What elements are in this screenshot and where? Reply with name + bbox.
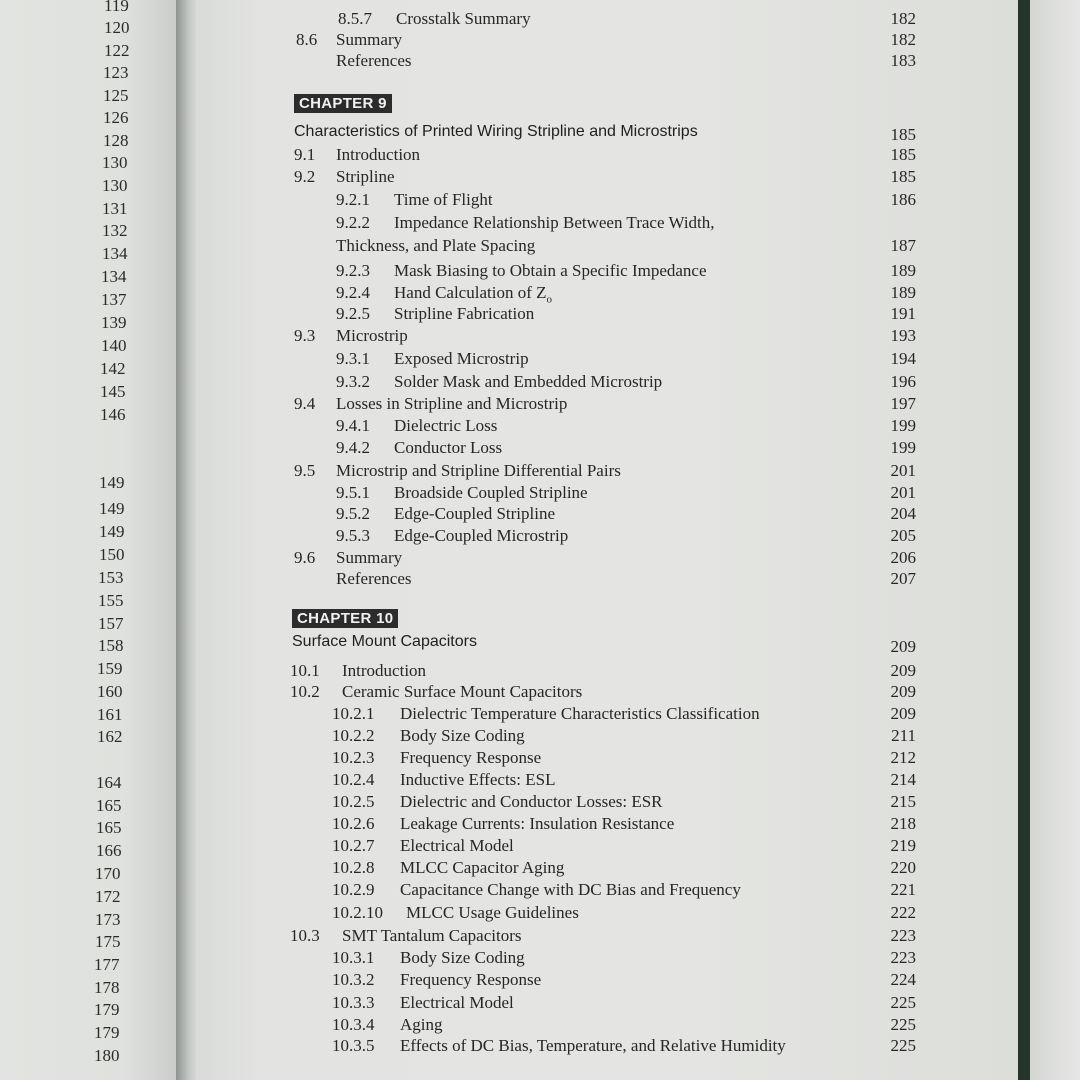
toc-entry-title [400,836,514,856]
chapter-10-page: 209 [890,637,916,656]
toc-entry-title [336,145,420,165]
toc-entry-title [400,726,525,746]
toc-entry-title-text: Solder Mask and Embedded Microstrip [394,372,663,391]
left-page-number: 155 [98,591,124,610]
toc-entry-page: 204 [890,504,916,523]
chapter-9-page: 185 [890,125,916,144]
toc-entry-title-text: SMT Tantalum Capacitors [342,926,522,945]
toc-entry-title-text: Capacitance Change with DC Bias and Frequency [400,880,741,899]
left-page-number: 153 [98,568,124,587]
toc-entry-title [394,261,707,281]
toc-entry-title [400,858,564,878]
toc-entry-title-text: Stripline Fabrication [394,304,535,323]
toc-entry-title [400,792,663,812]
toc-entry-number: 10.2.3 [332,748,375,767]
toc-entry-title-text: Leakage Currents: Insulation Resistance [400,814,675,833]
toc-entry-page: 218 [890,814,916,833]
toc-entry-title [400,704,760,724]
left-page-number: 142 [100,359,126,378]
book-cover-edge [1018,0,1030,1080]
toc-entry-number: 10.1 [290,661,320,680]
toc-entry-title-text: Crosstalk Summary [396,9,531,28]
toc-entry-number: 9.5 [294,461,316,480]
left-page-number: 179 [94,1023,120,1042]
left-page-number: 149 [99,473,125,492]
toc-entry-title-text: Frequency Response [400,748,542,767]
toc-entry-number: 9.4.2 [336,438,370,457]
left-page-number: 126 [103,108,129,127]
toc-entry-page: 209 [890,661,916,680]
left-page-number: 158 [98,636,124,655]
toc-entry-title-text: Time of Flight [394,190,493,209]
toc-entry-page: 182 [890,30,916,49]
toc-entry-title-text: Broadside Coupled Stripline [394,483,588,502]
toc-entry-title [400,814,674,834]
toc-entry-page: 183 [890,51,916,70]
toc-entry-number: 10.2.10 [332,903,383,922]
left-page-number: 139 [101,313,127,332]
toc-entry-page: 223 [890,926,916,945]
toc-entry-title [342,926,522,946]
toc-entry-page: 209 [890,704,916,723]
toc-entry-title-text: Inductive Effects: ESL [400,770,556,789]
toc-entry-page: 186 [890,190,916,209]
toc-entry-page: 206 [890,548,916,567]
toc-entry-number: 10.3.4 [332,1015,375,1034]
toc-entry-title-text: Exposed Microstrip [394,349,529,368]
background-surface [1030,0,1080,1080]
left-page-number: 172 [95,887,121,906]
toc-entry-page: 205 [890,526,916,545]
toc-entry-title [396,9,531,29]
previous-page-strip [0,0,178,1080]
left-page-number: 164 [96,773,122,792]
toc-entry-page: 196 [890,372,916,391]
toc-entry-page: 221 [890,880,916,899]
toc-entry-title [400,1015,443,1035]
left-page-number: 157 [98,614,124,633]
toc-entry-title-text: Frequency Response [400,970,542,989]
toc-entry-title-text: MLCC Capacitor Aging [400,858,565,877]
left-page-number: 134 [102,244,128,263]
toc-entry-title [394,438,502,458]
toc-entry-title [342,682,582,702]
left-page-number: 166 [96,841,122,860]
toc-entry-number: 9.5.2 [336,504,370,523]
toc-entry-page: 214 [890,770,916,789]
toc-entry-number: 10.2.4 [332,770,375,789]
toc-entry-number: 10.2.6 [332,814,375,833]
toc-entry-page: 201 [890,461,916,480]
left-page-number: 161 [97,705,123,724]
toc-entry-number: 10.2.2 [332,726,375,745]
left-page-number: 162 [97,727,123,746]
toc-entry-number: 9.2.5 [336,304,370,323]
toc-entry-title-text: Summary [336,30,403,49]
chapter-9-badge: CHAPTER 9 [294,94,392,113]
left-page-number: 179 [94,1000,120,1019]
toc-entry-title [336,51,412,71]
toc-entry-page: 224 [890,970,916,989]
toc-entry-page: 211 [891,726,916,745]
toc-entry-number: 9.5.1 [336,483,370,502]
toc-entry-page: 185 [890,145,916,164]
left-page-number: 173 [95,910,121,929]
toc-entry-number: 10.2.5 [332,792,375,811]
toc-entry-page: 199 [890,438,916,457]
toc-entry-title-text: References [336,51,412,70]
toc-entry-title [394,483,588,503]
toc-entry-title [406,903,579,923]
left-page-number: 128 [103,131,129,150]
toc-entry-number: 10.2.1 [332,704,375,723]
toc-entry-title [336,326,408,346]
left-page-number: 132 [102,221,128,240]
toc-entry-number: 10.3.2 [332,970,375,989]
toc-entry-number: 9.3 [294,326,316,345]
toc-entry-title-text: Introduction [336,145,421,164]
left-page-number: 150 [99,545,125,564]
toc-entry-title-text: Edge-Coupled Microstrip [394,526,569,545]
toc-entry-number: 9.4 [294,394,316,413]
toc-entry-title [336,167,395,187]
left-page-number: 131 [102,199,128,218]
toc-entry-title [394,283,552,305]
left-page-number: 175 [95,932,121,951]
toc-entry-page: 191 [890,304,916,323]
toc-entry-title [336,569,412,589]
toc-entry-number: 9.4.1 [336,416,370,435]
toc-entry-number: 9.2.3 [336,261,370,280]
toc-entry-title-text: Ceramic Surface Mount Capacitors [342,682,583,701]
toc-entry-page: 207 [890,569,916,588]
toc-entry-number: 10.3.1 [332,948,375,967]
chapter-10-badge: CHAPTER 10 [292,609,398,628]
toc-entry-title-text: Losses in Stripline and Microstrip [336,394,568,413]
left-page-number: 159 [97,659,123,678]
toc-entry-title-text: Dielectric and Conductor Losses: ESR [400,792,663,811]
left-page-number: 149 [99,499,125,518]
toc-entry-page: 189 [890,283,916,302]
left-page-number: 178 [94,978,120,997]
toc-entry-title [394,504,555,524]
toc-entry-page: 197 [890,394,916,413]
toc-entry-title [394,416,497,436]
toc-entry-number: 9.3.2 [336,372,370,391]
toc-entry-title [342,661,426,681]
toc-entry-page: 201 [890,483,916,502]
toc-entry-page: 225 [890,1036,916,1055]
toc-entry-title [394,372,662,392]
toc-entry-number: 10.3.5 [332,1036,375,1055]
left-page-number: 180 [94,1046,120,1065]
left-page-number: 145 [100,382,126,401]
left-page-number: 146 [100,405,126,424]
toc-entry-title-text: References [336,569,412,588]
toc-entry-title [336,548,402,568]
toc-entry-title-text: Summary [336,548,403,567]
toc-entry-number: 9.2 [294,167,316,186]
left-page-number: 170 [95,864,121,883]
toc-entry-title [400,970,541,990]
toc-entry-page: 215 [890,792,916,811]
toc-entry-page: 225 [890,993,916,1012]
toc-entry-page: 185 [890,167,916,186]
toc-entry-page: 222 [890,903,916,922]
toc-entry-title-text: Effects of DC Bias, Temperature, and Relative Humidity [400,1036,786,1055]
toc-entry-number: 10.2.8 [332,858,375,877]
left-page-number: 122 [104,41,130,60]
left-page-number: 130 [102,153,128,172]
left-page-number: 160 [97,682,123,701]
toc-entry-page: 219 [890,836,916,855]
toc-entry-title [336,461,621,481]
left-page-number: 140 [101,336,127,355]
chapter-10-title: Surface Mount Capacitors [292,633,477,650]
toc-entry-title-text: MLCC Usage Guidelines [406,903,579,922]
toc-entry-title-text: Impedance Relationship Between Trace Width, [394,213,715,232]
toc-entry-number: 9.6 [294,548,316,567]
left-page-number: 149 [99,522,125,541]
toc-entry-title-text: Body Size Coding [400,726,525,745]
toc-entry-number: 9.1 [294,145,316,164]
toc-entry-page: 187 [890,236,916,255]
chapter-9-title: Characteristics of Printed Wiring Stripline and Microstrips [294,123,698,140]
toc-entry-page: 189 [890,261,916,280]
toc-entry-title [400,770,555,790]
left-page-number: 119 [104,0,129,15]
toc-entry-title [400,748,541,768]
toc-entry-title [400,1036,786,1056]
left-page-number: 165 [96,818,122,837]
toc-entry-title-text: Microstrip and Stripline Differential Pairs [336,461,621,480]
toc-entry-title [394,526,568,546]
toc-entry-title [400,993,514,1013]
left-page-number: 137 [101,290,127,309]
toc-entry-title [394,304,534,324]
toc-entry-title-text: Electrical Model [400,836,514,855]
toc-entry-title [394,349,529,369]
toc-entry-title [394,213,715,233]
toc-entry-page: 212 [890,748,916,767]
left-page-number: 130 [102,176,128,195]
toc-entry-page: 220 [890,858,916,877]
toc-entry-subscript: o [546,293,552,306]
toc-entry-title-text: Conductor Loss [394,438,503,457]
toc-entry-title-text: Stripline [336,167,395,186]
left-page-number: 120 [104,18,130,37]
left-page-number: 123 [103,63,129,82]
toc-entry-title-text: Mask Biasing to Obtain a Specific Impedance [394,261,707,280]
toc-entry-page: 223 [890,948,916,967]
toc-entry-number: 10.3 [290,926,320,945]
toc-entry-title-text: Introduction [342,661,427,680]
toc-entry-number: 9.2.4 [336,283,370,302]
toc-entry-title-text: Dielectric Loss [394,416,498,435]
left-page-number: 165 [96,796,122,815]
toc-entry-number: 8.5.7 [338,9,372,28]
toc-entry-title [394,190,493,210]
toc-entry-number: 9.3.1 [336,349,370,368]
toc-entry-page: 193 [890,326,916,345]
toc-entry-title [336,30,402,50]
toc-entry-title-text: Aging [400,1015,443,1034]
left-page-number: 134 [101,267,127,286]
toc-entry-page: 209 [890,682,916,701]
toc-entry-title-text: Microstrip [336,326,408,345]
toc-entry-title [400,948,525,968]
toc-entry-title: Thickness, and Plate Spacing [336,236,536,255]
left-page-number: 177 [94,955,120,974]
toc-entry-number: 10.2.7 [332,836,375,855]
book-gutter [176,0,198,1080]
toc-entry-page: 199 [890,416,916,435]
toc-entry-title-text: Body Size Coding [400,948,525,967]
toc-entry-number: 9.5.3 [336,526,370,545]
toc-entry-title-text: Hand Calculation of Z [394,283,547,302]
left-page-number: 125 [103,86,129,105]
toc-entry-page: 225 [890,1015,916,1034]
toc-entry-number: 9.2.2 [336,213,370,232]
toc-entry-title [336,394,567,414]
toc-entry-number: 10.3.3 [332,993,375,1012]
toc-entry-number: 8.6 [296,30,318,49]
toc-page [196,0,1018,1080]
toc-entry-page: 194 [890,349,916,368]
toc-entry-number: 10.2.9 [332,880,375,899]
toc-entry-title-text: Dielectric Temperature Characteristics Classification [400,704,760,723]
toc-entry-page: 182 [890,9,916,28]
toc-entry-title-text: Edge-Coupled Stripline [394,504,556,523]
toc-entry-number: 10.2 [290,682,320,701]
toc-entry-title-text: Electrical Model [400,993,514,1012]
toc-entry-title [400,880,741,900]
toc-entry-number: 9.2.1 [336,190,370,209]
